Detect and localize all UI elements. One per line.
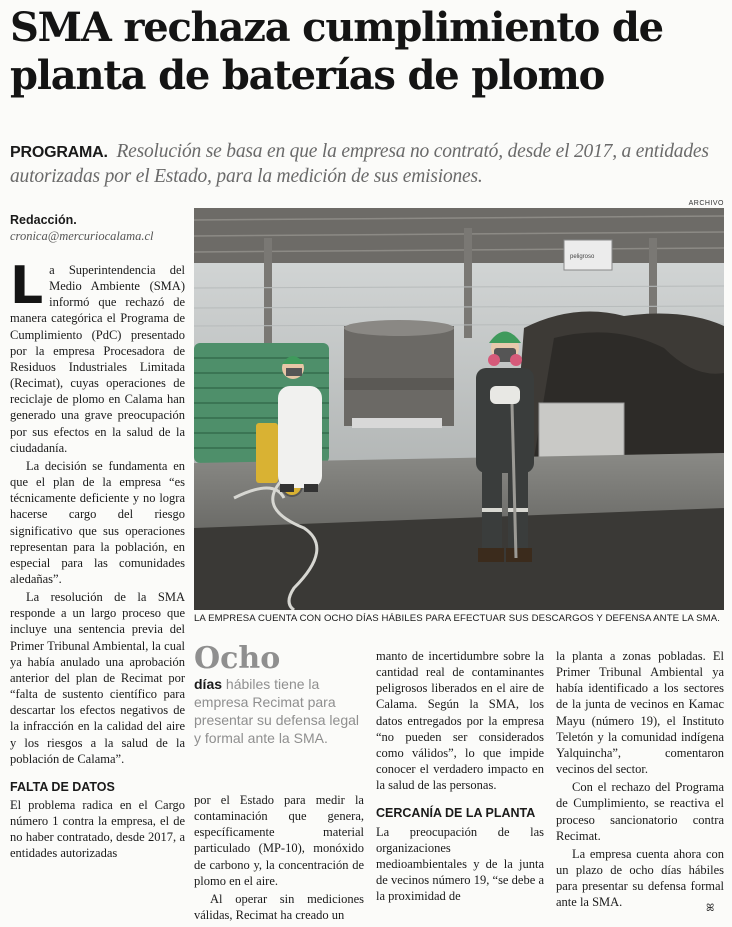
lead-kicker: PROGRAMA. — [10, 144, 108, 161]
lead-paragraph — [10, 140, 722, 189]
article-column-1 — [10, 256, 185, 862]
article-column-3 — [376, 648, 544, 904]
headline: SMA rechaza cumplimiento de planta de baterías de plomo — [10, 4, 663, 99]
subhead-falta-de-datos: FALTA DE DATOS — [10, 779, 115, 794]
article-paragraph: Con el rechazo del Programa de Cumplimiento, se reactiva el proceso sancionatorio contra Recimat. — [556, 780, 724, 843]
article-paragraph: La resolución de la SMA responde a un largo proceso que incluye una sentencia previa del Primer Tribunal Ambiental, la cual ya había anulado una aprobación anterior del plan de Recimat por “falta de sustento científico para descartar los efectos negativos de la infracción en la calidad del aire y los riesgos a la salud de la población de Calama”. — [10, 590, 185, 766]
photo-caption: LA EMPRESA CUENTA CON OCHO DÍAS HÁBILES PARA EFECTUAR SUS DESCARGOS Y DEFENSA ANTE LA SMA. — [194, 613, 720, 624]
lead-text: Resolución se basa en que la empresa no contrató, desde el 2017, a entidades autorizadas por el Estado, para la medición de sus emisiones. — [10, 141, 709, 187]
article-paragraph: La preocupación de las organizaciones medioambientales y de la junta de vecinos número 19, “se debe a la proximidad de — [376, 824, 544, 904]
article-photo — [194, 208, 724, 610]
pull-quote — [194, 642, 364, 748]
pull-quote-text: hábiles tiene la empresa Recimat para presentar su defensa legal y formal ante la SMA. — [194, 676, 359, 746]
byline-author: Redacción. — [10, 213, 77, 227]
article-paragraph: Al operar sin mediciones válidas, Recimat ha creado un — [194, 891, 364, 923]
article-paragraph: manto de incertidumbre sobre la cantidad real de contaminantes peligrosos liberados en el aire de Calama. Según la SMA, los datos entregados por la empresa “no pueden ser considerados como válidos”, lo que impide conocer el verdadero impacto en la salud de las personas. — [376, 649, 544, 793]
article-paragraph: El problema radica en el Cargo número 1 contra la empresa, el de no haber contratado, desde 2017, a entidades autorizadas — [10, 798, 185, 861]
article-paragraph: La decisión se fundamenta en que el plan de la empresa “es técnicamente deficiente y no logra hacerse cargo del riesgo significativo que sus operaciones representan para la población, en especial para las comunidades aledañas”. — [10, 458, 185, 586]
byline-email[interactable]: cronica@mercuriocalama.cl — [10, 229, 154, 243]
article-paragraph: La Superintendencia del Medio Ambiente (SMA) informó que rechazó de manera categórica el Programa de Cumplimiento (PdC) presentado por la empresa Procesadora de Residuos Industriales Limitada (Recimat), cuyas operaciones de reciclaje de plomo en Calama han generado una grave preocupación por sus efectos en la salud de la ciudadanía. — [10, 256, 185, 455]
pull-quote-number: Ocho — [194, 641, 281, 676]
article-paragraph: la planta a zonas pobladas. El Primer Tribunal Ambiental ya había identificado a los sectores de la junta de vecinos en Kamac Mayu (número 19), el Instituto Teletón y la comunidad indígena Yalquincha”, comentaron vecinos del sector. — [556, 649, 724, 777]
article-column-4 — [556, 648, 724, 911]
pull-quote-bold: días — [194, 676, 223, 692]
article-paragraph: por el Estado para medir la contaminación que genera, específicamente material particulado (MP-10), monóxido de carbono y, la concentración de plomo en el aire. — [194, 793, 364, 888]
end-mark: ꕤ — [706, 903, 715, 914]
article-column-2 — [194, 792, 364, 923]
drop-cap: L — [10, 256, 44, 316]
byline — [10, 212, 185, 244]
article-paragraph: La empresa cuenta ahora con un plazo de ocho días hábiles para presentar su defensa formal ante la SMA. — [556, 846, 724, 910]
subhead-cercania-de-la-planta: CERCANÍA DE LA PLANTA — [376, 806, 536, 821]
photo-sign-text: peligroso — [570, 254, 595, 260]
photo-credit: ARCHIVO — [688, 200, 724, 207]
